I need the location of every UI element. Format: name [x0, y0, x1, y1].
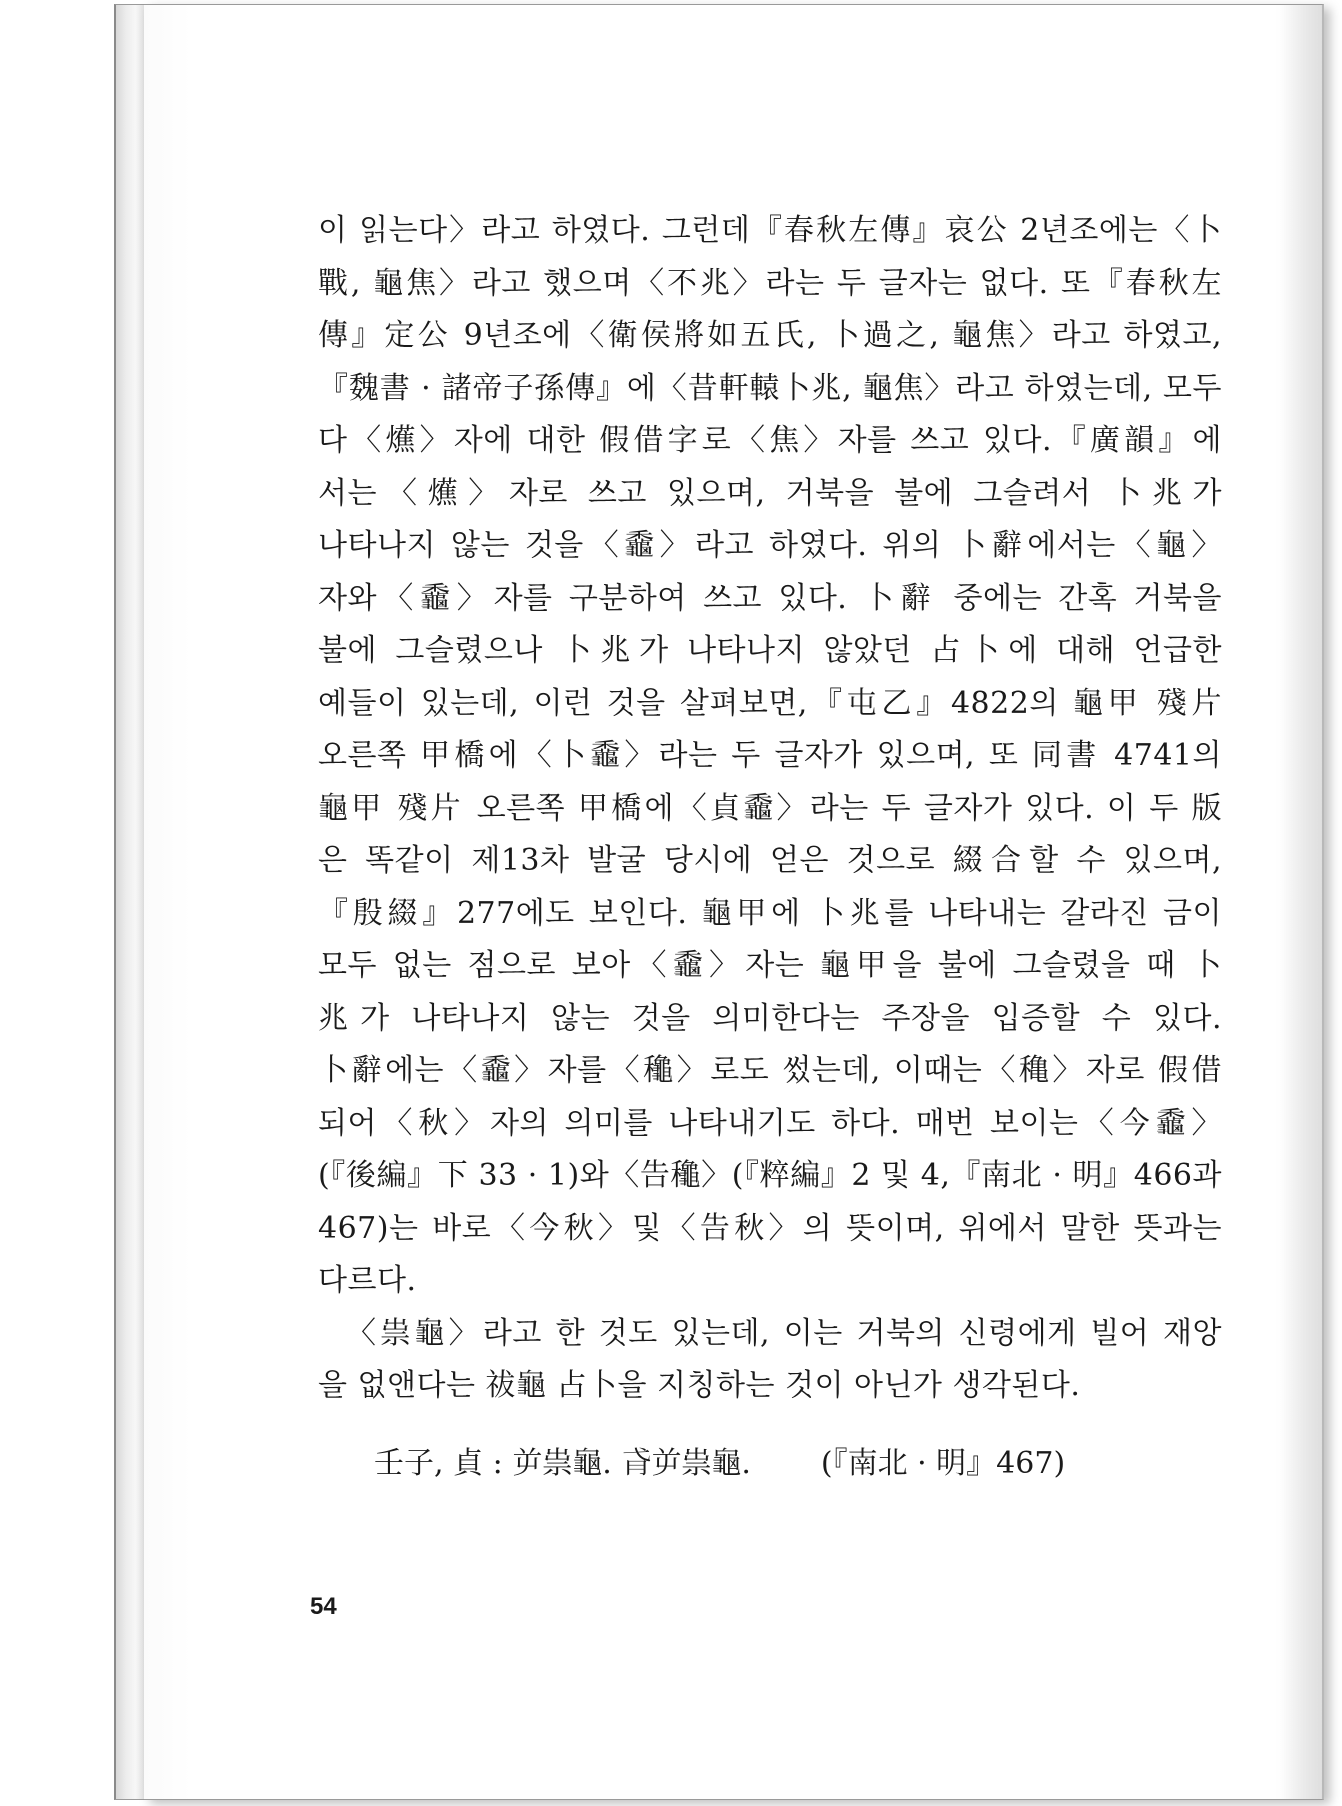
text-line: 이 읽는다〉라고 하였다. 그런데『春秋左傳』哀公 2년조에는〈卜 — [318, 213, 1222, 248]
text-line: 龜甲 殘片 오른쪽 甲橋에〈貞𪚼〉라는 두 글자가 있다. 이 두 版 — [318, 790, 1222, 826]
text-line: 467)는 바로〈今秋〉및〈告秋〉의 뜻이며, 위에서 말한 뜻과는 — [318, 1210, 1222, 1246]
page-right-shadow — [1282, 5, 1322, 1799]
text-line: 되어〈秋〉자의 의미를 나타내기도 하다. 매번 보이는〈今𪚼〉 — [318, 1105, 1222, 1141]
text-line: 다르다. — [318, 1263, 417, 1298]
example-text: 壬子, 貞 : 屰祟龜. 𢎀屰祟龜. — [374, 1446, 751, 1481]
example-source: (『南北 · 明』467) — [820, 1446, 1066, 1481]
page-number: 54 — [310, 1593, 337, 1620]
text-line: (『後編』下 33 · 1)와〈告䆋〉(『粹編』2 및 4,『南北 · 明』466과 — [318, 1158, 1222, 1193]
text-line: 서는〈爑〉자로 쓰고 있으며, 거북을 불에 그슬려서 卜兆가 — [318, 475, 1222, 511]
text-line: 다〈爑〉자에 대한 假借字로〈焦〉자를 쓰고 있다.『廣韻』에 — [318, 423, 1222, 458]
text-line: 오른쪽 甲橋에〈卜𪚼〉라는 두 글자가 있으며, 또 同書 4741의 — [318, 738, 1222, 773]
text-line: 兆가 나타나지 않는 것을 의미한다는 주장을 입증할 수 있다. — [318, 1000, 1222, 1036]
text-line: 을 없앤다는 祓龜 占卜을 지칭하는 것이 아닌가 생각된다. — [318, 1368, 1081, 1403]
text-line: 나타나지 않는 것을〈𪚼〉라고 하였다. 위의 卜辭에서는〈龜〉 — [318, 528, 1222, 563]
text-line: 은 똑같이 제13차 발굴 당시에 얻은 것으로 綴合할 수 있으며, — [318, 843, 1222, 878]
text-line: 〈祟龜〉라고 한 것도 있는데, 이는 거북의 신령에게 빌어 재앙 — [346, 1315, 1222, 1351]
text-line: 『魏書 · 諸帝子孫傳』에〈昔軒轅卜兆, 龜焦〉라고 하였는데, 모두 — [318, 370, 1222, 406]
text-line: 예들이 있는데, 이런 것을 살펴보면,『屯乙』4822의 龜甲 殘片 — [318, 685, 1222, 721]
text-line: 자와〈𪚼〉자를 구분하여 쓰고 있다. 卜辭 중에는 간혹 거북을 — [318, 580, 1222, 616]
text-line: 모두 없는 점으로 보아〈𪚼〉자는 龜甲을 불에 그슬렸을 때 卜 — [318, 948, 1222, 983]
text-line: 傳』定公 9년조에〈衛侯將如五氏, 卜過之, 龜焦〉라고 하였고, — [318, 318, 1222, 353]
text-line: 卜辭에는〈𪚼〉자를〈䆋〉로도 썼는데, 이때는〈穐〉자로 假借 — [318, 1053, 1222, 1088]
book-spine-edge — [114, 4, 144, 1800]
text-line: 戰, 龜焦〉라고 했으며〈不兆〉라는 두 글자는 없다. 또『春秋左 — [318, 265, 1222, 301]
oracle-inscription-example — [374, 1438, 1065, 1490]
text-line: 불에 그슬렸으나 卜兆가 나타나지 않았던 占卜에 대해 언급한 — [318, 633, 1222, 668]
text-line: 『殷綴』277에도 보인다. 龜甲에 卜兆를 나타내는 갈라진 금이 — [318, 895, 1222, 931]
body-text — [318, 205, 1222, 1413]
